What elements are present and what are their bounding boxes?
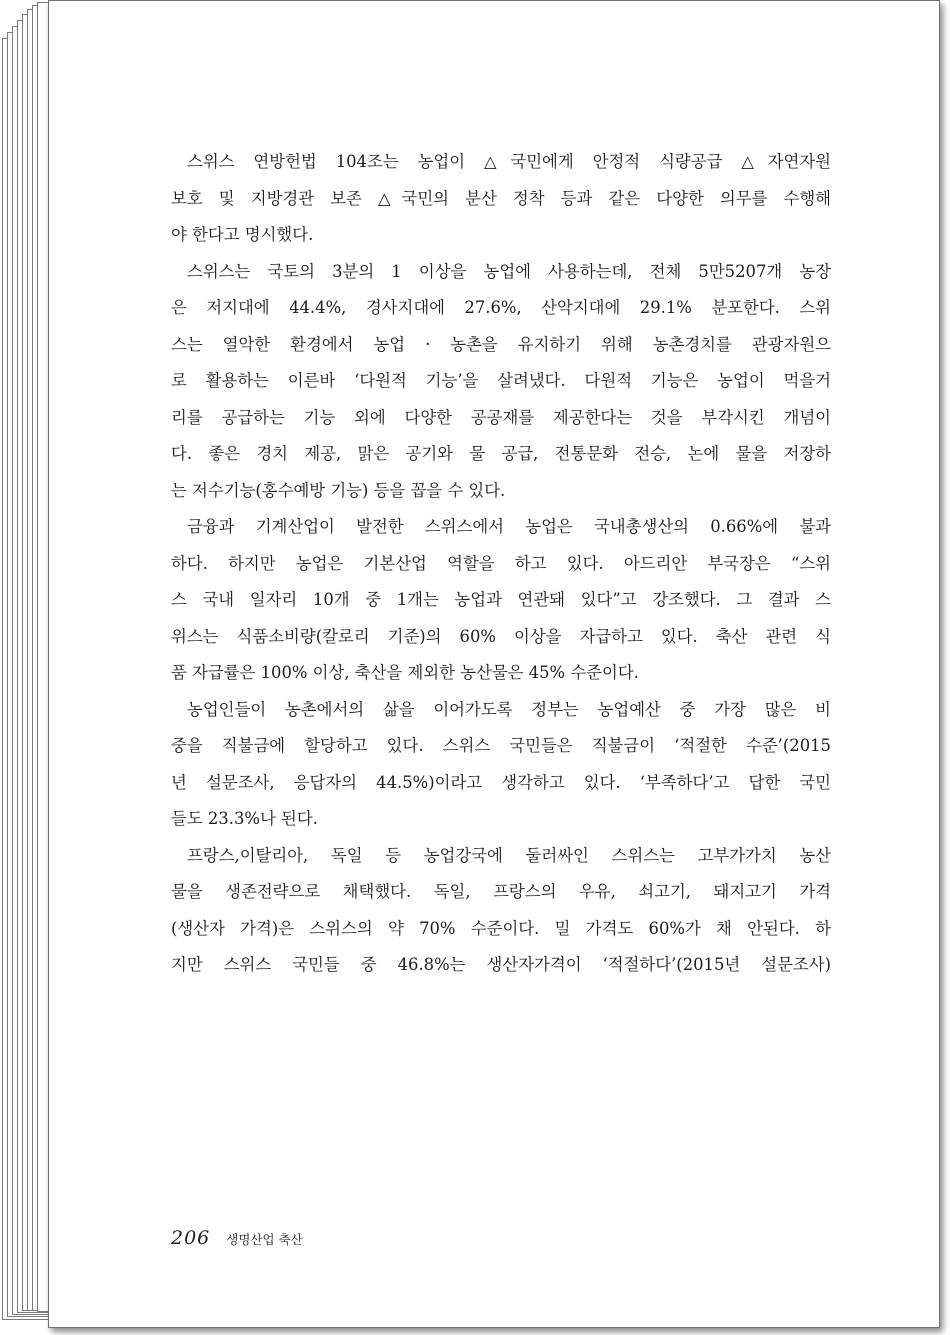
text-line: 물을 생존전략으로 채택했다. 독일, 프랑스의 우유, 쇠고기, 돼지고기 가격 (171, 882, 831, 901)
text-line: 다. 좋은 경치 제공, 맑은 공기와 물 공급, 전통문화 전승, 논에 물을 저장하 (171, 444, 831, 463)
text-line: 로 활용하는 이른바 ‘다원적 기능’을 살려냈다. 다원적 기능은 농업이 먹을거 (171, 371, 831, 390)
text-line: 보호 및 지방경관 보존 △국민의 분산 정착 등과 같은 다양한 의무를 수행해 (171, 188, 831, 208)
text-line: 년 설문조사, 응답자의 44.5%)이라고 생각하고 있다. ‘부족하다’고 답한 국민 (171, 772, 831, 792)
text-line: 프랑스,이탈리아, 독일 등 농업강국에 둘러싸인 스위스는 고부가가치 농산 (187, 845, 831, 865)
text-line: 스위스는 국토의 3분의 1 이상을 농업에 사용하는데, 전체 5만5207개 농장 (187, 261, 831, 281)
book-page (48, 0, 940, 1328)
page-number: 206 (171, 1227, 211, 1249)
paragraph (171, 692, 831, 838)
text-line: 는 저수기능(홍수예방 기능) 등을 꼽을 수 있다. (171, 480, 506, 500)
text-line: 들도 23.3%나 된다. (171, 809, 318, 828)
paragraph (171, 509, 831, 692)
paragraph (171, 144, 831, 254)
text-line: (생산자 가격)은 스위스의 약 70% 수준이다. 밀 가격도 60%가 채 안된다. 하 (171, 918, 831, 938)
text-line: 농업인들이 농촌에서의 삶을 이어가도록 정부는 농업예산 중 가장 많은 비 (187, 699, 831, 719)
text-line: 금융과 기계산업이 발전한 스위스에서 농업은 국내총생산의 0.66%에 불과 (187, 517, 831, 536)
running-section-title: 생명산업 축산 (226, 1232, 303, 1247)
text-line: 리를 공급하는 기능 외에 다양한 공공재를 제공한다는 것을 부각시킨 개념이 (171, 407, 831, 427)
text-line: 중을 직불금에 할당하고 있다. 스위스 국민들은 직불금이 ‘적절한 수준’(2015 (171, 736, 831, 755)
body-text (171, 144, 831, 984)
text-line: 품 자급률은 100% 이상, 축산을 제외한 농산물은 45% 수준이다. (171, 663, 639, 682)
text-line: 위스는 식품소비량(칼로리 기준)의 60% 이상을 자급하고 있다. 축산 관련 식 (171, 626, 831, 646)
text-line: 스는 열악한 환경에서 농업 · 농촌을 유지하기 위해 농촌경치를 관광자원으 (171, 334, 831, 354)
text-line: 스 국내 일자리 10개 중 1개는 농업과 연관돼 있다”고 강조했다. 그 결과 스 (171, 590, 831, 609)
page-footer (171, 1227, 303, 1249)
text-line: 야 한다고 명시했다. (171, 225, 314, 244)
text-line: 스위스 연방헌법 104조는 농업이 △국민에게 안정적 식량공급 △자연자원 (187, 152, 831, 171)
paragraph (171, 838, 831, 984)
text-line: 은 저지대에 44.4%, 경사지대에 27.6%, 산악지대에 29.1% 분포한다. 스위 (171, 298, 831, 317)
paragraph (171, 254, 831, 510)
text-line: 지만 스위스 국민들 중 46.8%는 생산자가격이 ‘적절하다’(2015년 설문조사) (171, 955, 831, 974)
text-line: 하다. 하지만 농업은 기본산업 역할을 하고 있다. 아드리안 부국장은 “스위 (171, 553, 831, 573)
